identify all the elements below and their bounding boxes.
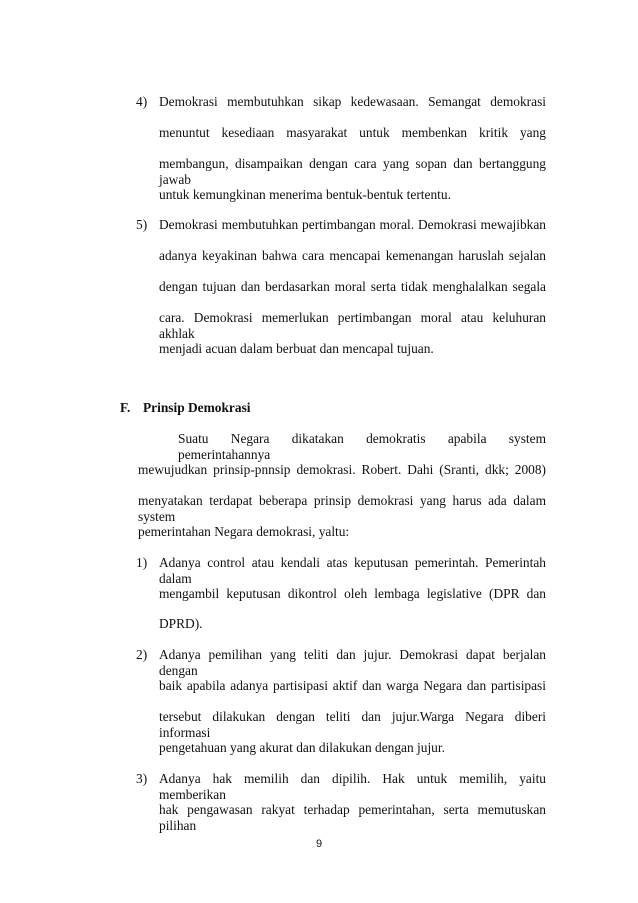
item-5-line-3: dengan tujuan dan berdasarkan moral serta tidak menghalalkan segala: [159, 279, 546, 294]
item-4-line-1: Demokrasi membutuhkan sikap kedewasaan. Semangat demokrasi: [159, 94, 546, 109]
page-number: 9: [315, 838, 323, 850]
item-4-line-3: membangun, disampaikan dengan cara yang sopan dan bertanggung jawab: [159, 156, 546, 187]
item-2-line-4: pengetahuan yang akurat dan dilakukan dengan jujur.: [159, 740, 445, 755]
item-5-line-2: adanya keyakinan bahwa cara mencapai kemenangan haruslah sejalan: [159, 248, 546, 263]
item-2-line-2: baik apabila adanya partisipasi aktif dan warga Negara dan partisipasi: [159, 678, 546, 693]
paragraph-line-2: mewujudkan prinsip-pnnsip demokrasi. Robert. Dahi (Sranti, dkk; 2008): [138, 462, 546, 477]
item-number: 4): [136, 94, 148, 109]
paragraph-line-4: pemerintahan Negara demokrasi, yaltu:: [138, 524, 350, 539]
section-letter: F.: [120, 400, 131, 415]
item-4-line-4: untuk kemungkinan menerima bentuk-bentuk tertentu.: [159, 187, 451, 202]
item-number: 1): [136, 555, 148, 570]
item-4-line-2: menuntut kesediaan masyarakat untuk membenkan kritik yang: [159, 125, 546, 140]
item-5-line-1: Demokrasi membutuhkan pertimbangan moral. Demokrasi mewajibkan: [159, 217, 546, 232]
item-2-line-1: Adanya pemilihan yang teliti dan jujur. Demokrasi dapat berjalan dengan: [159, 647, 546, 678]
paragraph-line-3: menyatakan terdapat beberapa prinsip demokrasi yang harus ada dalam system: [138, 493, 546, 524]
item-3-line-2: hak pengawasan rakyat terhadap pemerintahan, serta memutuskan pilihan: [159, 802, 546, 833]
section-title: Prinsip Demokrasi: [143, 400, 251, 415]
paragraph-line-1: Suatu Negara dikatakan demokratis apabila system pemerintahannya: [178, 431, 546, 462]
item-1-line-1: Adanya control atau kendali atas keputusan pemerintah. Pemerintah dalam: [159, 555, 546, 586]
item-3-line-1: Adanya hak memilih dan dipilih. Hak untuk memilih, yaitu memberikan: [159, 771, 546, 802]
item-5-line-5: menjadi acuan dalam berbuat dan mencapal tujuan.: [159, 341, 434, 356]
item-2-line-3: tersebut dilakukan dengan teliti dan jujur.Warga Negara diberi informasi: [159, 709, 546, 740]
item-number: 3): [136, 771, 148, 786]
item-number: 5): [136, 217, 148, 232]
item-1-line-2: mengambil keputusan dikontrol oleh lembaga legislative (DPR dan: [159, 586, 546, 601]
item-5-line-4: cara. Demokrasi memerlukan pertimbangan moral atau keluhuran akhlak: [159, 310, 546, 341]
item-1-line-3: DPRD).: [159, 616, 203, 631]
item-number: 2): [136, 647, 148, 662]
